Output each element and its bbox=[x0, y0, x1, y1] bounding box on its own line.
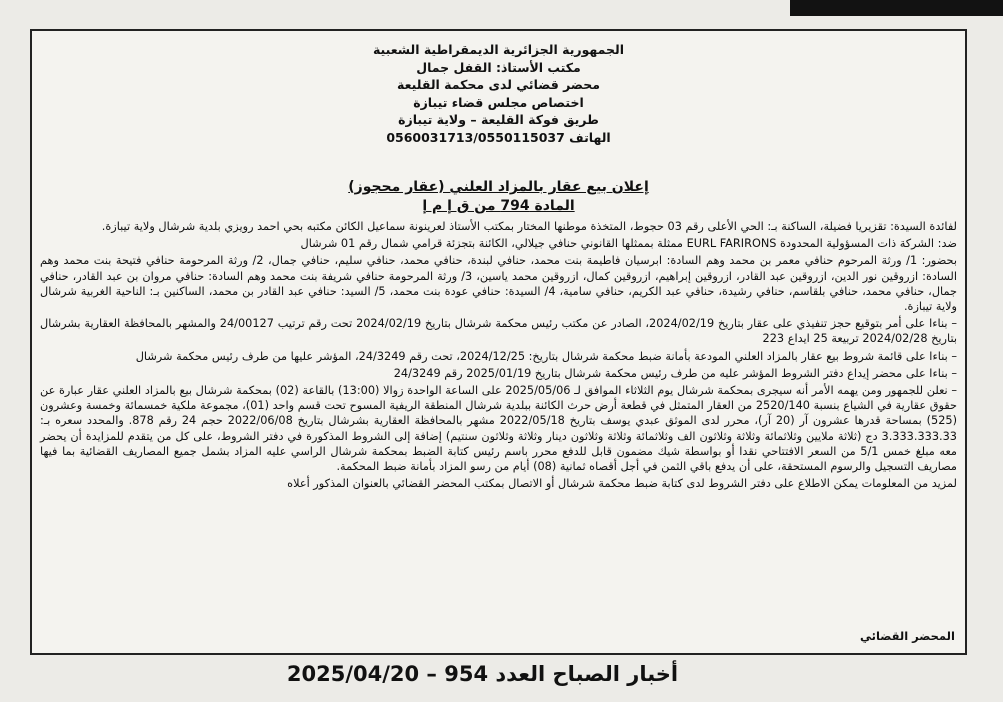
newspaper-footer: أخبار الصباح العدد 954 – 2025/04/20 bbox=[286, 662, 679, 686]
title-line: إعلان بيع عقار بالمزاد العلني (عقار محجوز) bbox=[348, 179, 649, 195]
auction-announcement-paragraph: – نعلن للجمهور ومن يهمه الأمر أنه سيجرى بمحكمة شرشال يوم الثلاثاء الموافق لـ 2025/05/06 على الساعة الواحدة زوالا (13:00) بالقاعة (02) بمحكمة شرشال بيع بالمزاد العلني عقار عبارة عن حقوق عقارية في الشياع بنسبة 2520/140 من العقار المتمثل في قطعة أرض حرث الكائنة ببلدية شرشال المنطقة الريفية المسوح تحت قسم واحد (01)، مجموعة ملكية خمسمائة وخمسة وعشرون (525) بمساحة قدرها عشرون آر (20 آر)، محرر لدى الموثق عبدي يوسف بتاريخ 2022/05/18 مشهر بالمحافظة العقارية بشرشال بتاريخ 2022/06/08 حجم 24 رقم 878. والمحدد سعره بـ: 3.333.333.33 دج (ثلاثة ملايين وثلاثمائة وثلاثة وثلاثون الف وثلاثمائة وثلاثة وثلاثون دينار وثلاثة وثلاثون سنتيم) إضافة إلى الشروط المذكورة في دفتر الشروط، على كل من يتقدم للمزايدة أن يحضر معه مبلغ خمس 5/1 من السعر الافتتاحي نقدا أو بواسطة شيك مضمون قابل للدفع محرر باسم رئيس كتابة الضبط بمحكمة شرشال الراسي عليه المزاد بشمل جميع المصاريف القضائية بما فيها مصاريف التسجيل والرسوم المستحقة، على أن يدفع باقي الثمن في أجل أقصاه ثمانية (08) أيام من رسو المزاد بأمانة ضبط المحكمة. bbox=[40, 384, 958, 474]
letterhead-line: محضر قضائي لدى محكمة القليعة bbox=[397, 77, 600, 92]
notice-title bbox=[32, 178, 965, 216]
debtor-paragraph: ضد: الشركة ذات المسؤولية المحدودة EURL FARIRONS ممثلة بممثلها القانوني حنافي جيلالي، الكائنة بتجزئة قرامي شمال رقم 01 شرشال bbox=[300, 237, 957, 251]
letterhead-phone: الهاتف 0560031713/0550115037 bbox=[386, 129, 611, 145]
letterhead bbox=[32, 41, 965, 146]
creditor-paragraph: لفائدة السيدة: تقزيريا فضيلة، الساكنة بـ: الحي الأعلى رقم 03 حجوط، المتخذة موطنها المختار بمكتب الأستاذ لعرينونة سماعيل الكائن مكتبه بحي احمد رويزي بلدية شرشال ولاية تيبازة. bbox=[101, 220, 957, 233]
deposit-record-paragraph: – بناءا على محضر إيداع دفتر الشروط المؤشر عليه من طرف رئيس محكمة شرشال بتاريخ 2025/01/19 رقم 24/3249 bbox=[393, 366, 957, 380]
letterhead-line: الجمهورية الجزائرية الديمقراطية الشعبية bbox=[372, 42, 625, 57]
signature-block bbox=[32, 629, 965, 643]
top-edge-bar bbox=[790, 0, 1003, 16]
conditions-list-paragraph: – بناءا على قائمة شروط بيع عقار بالمزاد العلني المودعة بأمانة ضبط محكمة شرشال بتاريخ: 2024/12/25، تحت رقم 24/3249، المؤشر عليها من طرف رئيس محكمة شرشال bbox=[135, 349, 957, 363]
letterhead-line: طريق فوكة القليعة – ولاية تيبازة bbox=[398, 112, 599, 127]
more-info-paragraph: لمزيد من المعلومات يمكن الاطلاع على دفتر الشروط لدى كتابة ضبط محكمة شرشال أو الاتصال بمكتب المحضر القضائي بالعنوان المذكور أعلاه bbox=[287, 477, 957, 491]
attendees-paragraph: بحضور: 1/ ورثة المرحوم حنافي معمر بن محمد وهم السادة: ابرسيان فاطيمة بنت محمد، حنافي لبندة، حنافي محمد، حنافي سليم، حنافي جمال، 2/ ورثة المرحومة حنافي فتيحة بنت محمد وهم السادة: ازروقين نور الدين، ازروقين عبد القادر، ازروقين إبراهيم، ازروقين كمال، ازروقين محمد ياسين، 3/ ورثة المرحومة حنافي شريفة بنت محمد وهم السادة: حنافي مروان بن عبد القادر، حنافي جمال، حنافي محمد، حنافي بلقاسم، حنافي رشيدة، حنافي عبد الكريم، حنافي سامية، 4/ السيدة: حنافي عودة بنت محمد، 5/ السيد: حنافي عبد القادر بن محمد، الساكنين بـ: الناحية الغربية شرشال ولاية تيبازة. bbox=[40, 254, 957, 314]
seizure-order-paragraph: – بناءا على أمر بتوقيع حجز تنفيذي على عقار بتاريخ 2024/02/19، الصادر عن مكتب رئيس محكمة شرشال بتاريخ 2024/02/19 تحت رقم ترتيب 24/00127 والمشهر بالمحافظة العقارية بشرشال بتاريخ 2024/02/28 تربيعة 25 ايداع 223 bbox=[40, 317, 957, 346]
letterhead-line: اختصاص مجلس قضاء تيبازة bbox=[413, 94, 584, 110]
announcement-frame bbox=[30, 29, 967, 655]
letterhead-line: مكتب الأستاذ: القفل جمال bbox=[416, 59, 581, 75]
signature-label: المحضر القضائي bbox=[860, 629, 955, 643]
title-article: المادة 794 من ق إ م إ bbox=[422, 198, 575, 214]
notice-body bbox=[40, 219, 957, 493]
document bbox=[32, 31, 965, 653]
